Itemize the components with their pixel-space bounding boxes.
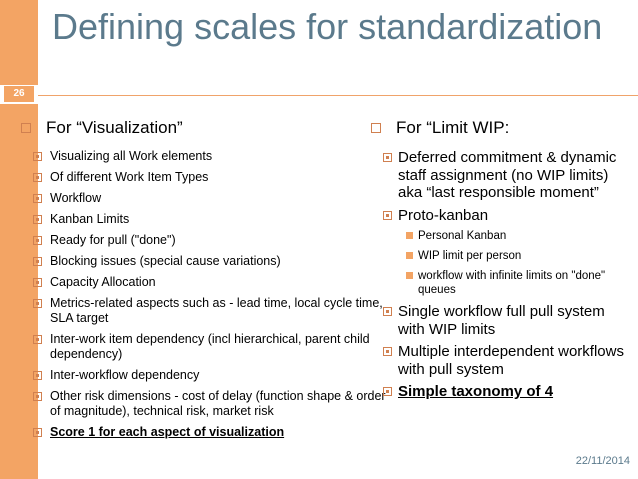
list-item: Ready for pull ("done") xyxy=(18,233,388,248)
slide-number: 26 xyxy=(4,86,34,102)
square-bullet-icon xyxy=(33,215,42,224)
list-item: Inter-work item dependency (incl hierarchical, parent child dependency) xyxy=(18,332,388,362)
title-divider xyxy=(38,95,638,96)
list-item-score-link xyxy=(18,425,388,440)
square-bullet-icon xyxy=(383,211,392,220)
square-bullet-icon xyxy=(371,123,381,133)
list-item: Proto-kanban xyxy=(368,207,633,225)
sub-list-item: Personal Kanban xyxy=(368,229,633,243)
list-item: Other risk dimensions - cost of delay (function shape & order of magnitude), technical risk, market risk xyxy=(18,389,388,419)
visualization-heading: For “Visualization” xyxy=(18,118,388,138)
visualization-column xyxy=(18,118,388,446)
accent-bar-top xyxy=(0,0,38,85)
sub-list-item: workflow with infinite limits on "done" queues xyxy=(368,269,633,297)
slide-title: Defining scales for standardization xyxy=(52,6,603,47)
list-item: Visualizing all Work elements xyxy=(18,149,388,164)
square-bullet-icon xyxy=(383,347,392,356)
score-link[interactable]: Score 1 for each aspect of visualization xyxy=(50,425,285,439)
list-item-taxonomy-link xyxy=(368,383,633,401)
square-bullet-icon xyxy=(383,153,392,162)
square-bullet-icon xyxy=(33,152,42,161)
list-item: Inter-workflow dependency xyxy=(18,368,388,383)
square-bullet-icon xyxy=(383,307,392,316)
square-bullet-icon xyxy=(33,335,42,344)
square-bullet-icon xyxy=(33,173,42,182)
limit-wip-column xyxy=(368,118,633,406)
list-item: Deferred commitment & dynamic staff assignment (no WIP limits) aka “last responsible moment” xyxy=(368,149,633,202)
list-item: Of different Work Item Types xyxy=(18,170,388,185)
square-bullet-icon xyxy=(33,392,42,401)
sub-list-item: WIP limit per person xyxy=(368,249,633,263)
square-bullet-icon xyxy=(33,428,42,437)
list-item: Kanban Limits xyxy=(18,212,388,227)
list-item: Blocking issues (special cause variations) xyxy=(18,254,388,269)
square-bullet-icon xyxy=(33,194,42,203)
list-item: Multiple interdependent workflows with pull system xyxy=(368,343,633,378)
list-item: Workflow xyxy=(18,191,388,206)
square-bullet-icon xyxy=(33,278,42,287)
square-bullet-icon xyxy=(383,387,392,396)
list-item: Capacity Allocation xyxy=(18,275,388,290)
square-bullet-icon xyxy=(33,299,42,308)
limit-wip-heading: For “Limit WIP: xyxy=(368,118,633,138)
square-bullet-icon xyxy=(33,371,42,380)
square-bullet-icon xyxy=(33,236,42,245)
taxonomy-link[interactable]: Simple taxonomy of 4 xyxy=(398,383,554,400)
filled-square-bullet-icon xyxy=(406,272,413,279)
square-bullet-icon xyxy=(33,257,42,266)
square-bullet-icon xyxy=(21,123,31,133)
slide-date: 22/11/2014 xyxy=(575,455,630,467)
list-item: Metrics-related aspects such as - lead time, local cycle time, SLA target xyxy=(18,296,388,326)
list-item: Single workflow full pull system with WIP limits xyxy=(368,303,633,338)
filled-square-bullet-icon xyxy=(406,252,413,259)
filled-square-bullet-icon xyxy=(406,232,413,239)
